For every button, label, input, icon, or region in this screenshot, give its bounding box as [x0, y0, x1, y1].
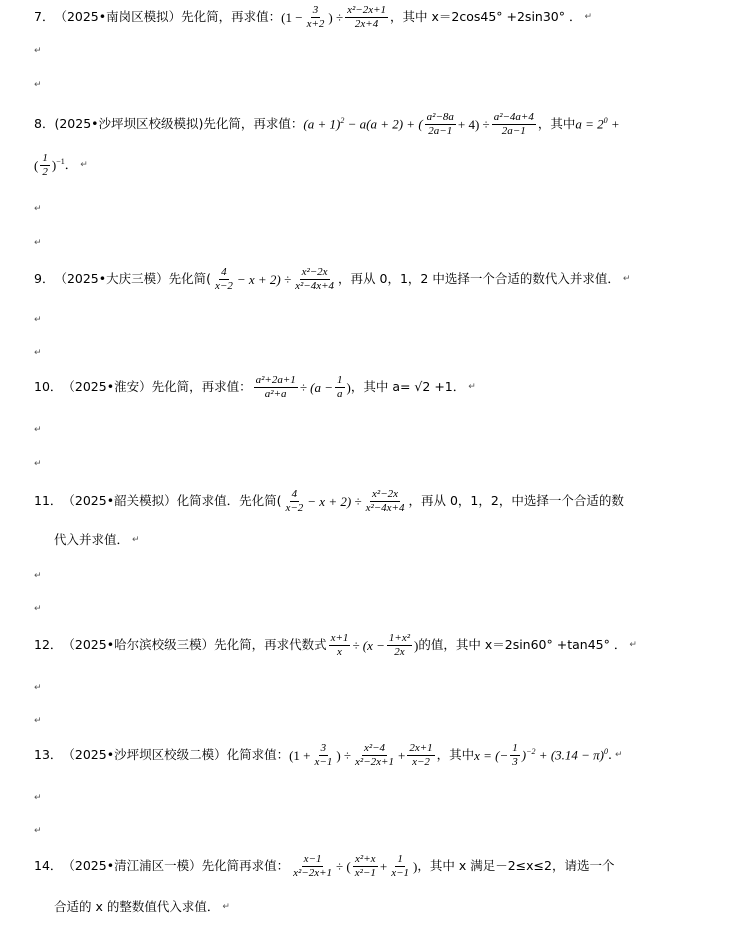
question-8-line-2: ( $\frac{1}{2}$ )$^{-1}$ ． ↵	[34, 152, 88, 178]
paragraph-mark: ↵	[34, 793, 42, 803]
question-12: 12． （2025•哈尔滨校级三模）先化简，再求代数式 $\frac{x+1}{x}$ ÷ (x − $\frac{\text{1+x²}}{2x}$ ) 的值，其中 x＝2sin60° +tan45° ． ↵	[34, 632, 637, 658]
fraction: $\frac{\text{1+x²}}{2x}$	[388, 632, 411, 658]
paragraph-mark: ↵	[34, 315, 42, 325]
paragraph-mark: ↵	[34, 459, 42, 469]
fraction: $\frac{x-1}{\text{x²−2x+1}}$	[293, 853, 333, 879]
fraction: $\frac{x+1}{x}$	[330, 632, 349, 658]
question-number: 10．	[34, 378, 63, 394]
paragraph-mark: ↵	[34, 204, 42, 214]
fraction: $\frac{2x+1}{x-2}$	[409, 742, 433, 768]
fraction: $\frac{3}{x+2}$	[306, 4, 325, 30]
question-source: （2025•大庆三模）先化简(	[54, 270, 212, 286]
question-13: 13． （2025•沙坪坝区校级二模）化简求值： (1 + $\frac{3}{x-1}$ ) ÷ $\frac{\text{x²−4}}{\text{x²−2x+1}}$ + $\frac{2x+1}{x-2}$ ，其中 x = (− $\frac{1}{3}$ )$^{-2} + (3.14 - \pi)^0$ . ↵	[34, 742, 623, 768]
fraction: $\frac{\text{a²+2a+1}}{\text{a²+a}}$	[255, 374, 296, 400]
paragraph-mark: ↵	[34, 604, 42, 614]
question-7: 7． （2025•南岗区模拟）先化简，再求值： (1 − $\frac{3}{x+2}$ ) ÷ $\frac{\text{x²−2x+1}}{2x+4}$ ，其中 x＝2cos45° +2sin30° ． ↵	[34, 4, 593, 30]
question-number: 11．	[34, 492, 63, 508]
paragraph-mark: ↵	[34, 80, 42, 90]
question-10: 10． （2025•淮安）先化简，再求值： $\frac{\text{a²+2a+1}}{\text{a²+a}}$ ÷ (a − $\frac{1}{a}$ ) ，其中 a= √2 +1． ↵	[34, 374, 476, 400]
fraction: $\frac{1}{2}$	[42, 152, 48, 178]
question-11-line-2: 代入并求值． ↵	[54, 532, 140, 547]
question-source: （2025•清江浦区一模）先化简再求值：	[62, 857, 290, 873]
fraction: $\frac{4}{x-2}$	[215, 266, 233, 292]
question-number: 9．	[34, 270, 55, 286]
question-source: （2025•淮安）先化简，再求值：	[62, 378, 252, 394]
paragraph-mark: ↵	[34, 716, 42, 726]
question-source: （2025•哈尔滨校级三模）先化简，再求代数式	[62, 636, 327, 652]
question-14: 14． （2025•清江浦区一模）先化简再求值： $\frac{x-1}{\text{x²−2x+1}}$ ÷ ( $\frac{\text{x²+x}}{\text{x²−1}}$ + $\frac{1}{x-1}$ ) ，其中 x 满足－2≤x≤2，请选一个	[34, 853, 615, 879]
question-number: 14．	[34, 857, 63, 873]
paragraph-mark: ↵	[34, 425, 42, 435]
paragraph-mark: ↵	[34, 683, 42, 693]
fraction: $\frac{\text{x²−2x}}{\text{x²−4x+4}}$	[365, 488, 405, 514]
paragraph-mark: ↵	[34, 826, 42, 836]
fraction: $\frac{1}{x-1}$	[391, 853, 409, 879]
paragraph-mark: ↵	[34, 348, 42, 358]
question-8: 8． (2025•沙坪坝区校级模拟)先化简，再求值： $(a + 1)^2 - a(a + 2)$ + ( $\frac{\text{a²−8a}}{2a-1}$ + 4) ÷ $\frac{\text{a²−4a+4}}{2a-1}$ ，其中 $a = 2^0$ +	[34, 111, 620, 137]
question-source: （2025•韶关模拟）化简求值．先化简(	[62, 492, 282, 508]
question-tail: ，其中 x＝2cos45° +2sin30° ．	[390, 8, 582, 24]
question-source: （2025•南岗区模拟）先化简，再求值：	[54, 8, 282, 24]
fraction: $\frac{\text{x²−4}}{\text{x²−2x+1}}$	[355, 742, 394, 768]
fraction: $\frac{\text{a²−4a+4}}{2a-1}$	[493, 111, 534, 137]
question-number: 8．	[34, 115, 55, 131]
fraction: $\frac{1}{a}$	[337, 374, 343, 400]
question-source: (2025•沙坪坝区校级模拟)先化简，再求值：	[54, 115, 304, 131]
question-14-line-2: 合适的 x 的整数值代入求值． ↵	[54, 899, 230, 914]
question-number: 12．	[34, 636, 63, 652]
fraction: $\frac{\text{x²−2x}}{\text{x²−4x+4}}$	[295, 266, 335, 292]
question-number: 7．	[34, 8, 55, 24]
question-number: 13．	[34, 746, 63, 762]
fraction: $\frac{\text{x²−2x+1}}{2x+4}$	[347, 4, 387, 30]
question-9: 9． （2025•大庆三模）先化简( $\frac{4}{x-2}$ − x + 2) ÷ $\frac{\text{x²−2x}}{\text{x²−4x+4}}$ ，再从 0，1，2 中选择一个合适的数代入并求值． ↵	[34, 266, 631, 292]
fraction: $\frac{4}{x-2}$	[285, 488, 304, 514]
paragraph-mark: ↵	[34, 571, 42, 581]
fraction: $\frac{\text{x²+x}}{\text{x²−1}}$	[354, 853, 376, 879]
question-source: （2025•沙坪坝区校级二模）化简求值：	[62, 746, 290, 762]
fraction: $\frac{1}{3}$	[512, 742, 518, 768]
paragraph-mark: ↵	[34, 46, 42, 56]
paragraph-mark: ↵	[34, 238, 42, 248]
question-11: 11． （2025•韶关模拟）化简求值．先化简( $\frac{4}{x-2}$ − x + 2) ÷ $\frac{\text{x²−2x}}{\text{x²−4x+4}}$ ，再从 0，1，2，中选择一个合适的数	[34, 488, 624, 514]
fraction: $\frac{\text{a²−8a}}{2a-1}$	[426, 111, 454, 137]
fraction: $\frac{3}{x-1}$	[314, 742, 333, 768]
